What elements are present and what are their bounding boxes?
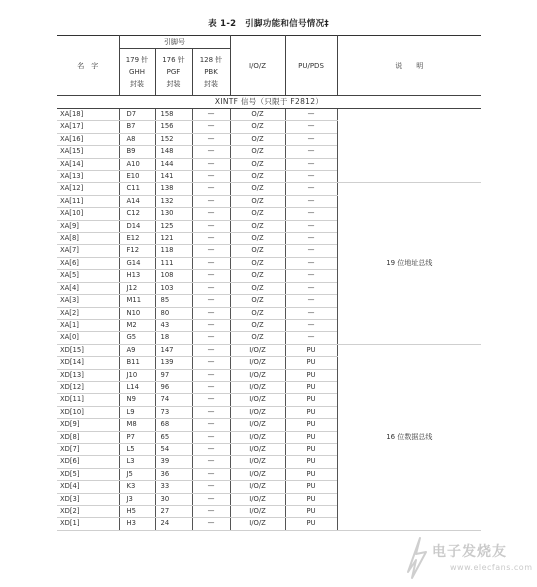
pgf-pin-cell: 156 xyxy=(155,121,192,133)
pbk-pin-cell: — xyxy=(192,319,230,331)
pupds-cell: PU xyxy=(285,419,337,431)
pupds-cell: — xyxy=(285,270,337,282)
pin-name-cell: XA[8] xyxy=(57,233,119,245)
description-cell xyxy=(337,109,481,183)
description-cell: 19 位地址总线 xyxy=(337,183,481,344)
pin-name-cell: XA[7] xyxy=(57,245,119,257)
pgf-pin-cell: 39 xyxy=(155,456,192,468)
description-cell: 16 位数据总线 xyxy=(337,344,481,530)
ghh-pin-cell: H13 xyxy=(119,270,155,282)
pbk-pin-cell: — xyxy=(192,481,230,493)
header-176-pgf: 176 针 PGF 封装 xyxy=(155,49,192,96)
pgf-pin-cell: 73 xyxy=(155,406,192,418)
pupds-cell: PU xyxy=(285,394,337,406)
io-cell: O/Z xyxy=(230,183,285,195)
pbk-pin-cell: — xyxy=(192,381,230,393)
pbk-pin-cell: — xyxy=(192,369,230,381)
io-cell: I/O/Z xyxy=(230,468,285,480)
ghh-pin-cell: G5 xyxy=(119,332,155,344)
pupds-cell: — xyxy=(285,295,337,307)
ghh-pin-cell: B7 xyxy=(119,121,155,133)
pbk-pin-cell: — xyxy=(192,406,230,418)
pupds-cell: PU xyxy=(285,518,337,530)
pgf-pin-cell: 121 xyxy=(155,233,192,245)
io-cell: O/Z xyxy=(230,233,285,245)
io-cell: I/O/Z xyxy=(230,381,285,393)
pin-name-cell: XD[11] xyxy=(57,394,119,406)
table-title: 表 1-2 引脚功能和信号情况‡ xyxy=(208,19,329,29)
ghh-pin-cell: J10 xyxy=(119,369,155,381)
pin-name-cell: XD[14] xyxy=(57,357,119,369)
ghh-pin-cell: D7 xyxy=(119,109,155,121)
header-description: 说 明 xyxy=(337,36,481,96)
ghh-pin-cell: K3 xyxy=(119,481,155,493)
io-cell: O/Z xyxy=(230,121,285,133)
section-heading: XINTF 信号（只限于 F2812） xyxy=(57,96,481,109)
pin-name-cell: XA[16] xyxy=(57,133,119,145)
pin-name-cell: XD[3] xyxy=(57,493,119,505)
pupds-cell: PU xyxy=(285,481,337,493)
io-cell: O/Z xyxy=(230,133,285,145)
io-cell: O/Z xyxy=(230,171,285,183)
table-body xyxy=(57,109,481,531)
pgf-pin-cell: 43 xyxy=(155,319,192,331)
pin-name-cell: XA[10] xyxy=(57,208,119,220)
ghh-pin-cell: F12 xyxy=(119,245,155,257)
pupds-cell: PU xyxy=(285,381,337,393)
ghh-pin-cell: C12 xyxy=(119,208,155,220)
pin-function-table xyxy=(57,35,481,531)
pupds-cell: — xyxy=(285,158,337,170)
pgf-pin-cell: 148 xyxy=(155,146,192,158)
io-cell: I/O/Z xyxy=(230,506,285,518)
pupds-cell: — xyxy=(285,195,337,207)
io-cell: I/O/Z xyxy=(230,369,285,381)
ghh-pin-cell: J5 xyxy=(119,468,155,480)
io-cell: O/Z xyxy=(230,195,285,207)
pbk-pin-cell: — xyxy=(192,109,230,121)
pgf-pin-cell: 139 xyxy=(155,357,192,369)
pin-name-cell: XD[13] xyxy=(57,369,119,381)
pbk-pin-cell: — xyxy=(192,195,230,207)
pin-name-cell: XD[7] xyxy=(57,443,119,455)
pupds-cell: — xyxy=(285,146,337,158)
pin-name-cell: XD[10] xyxy=(57,406,119,418)
pgf-pin-cell: 24 xyxy=(155,518,192,530)
pupds-cell: — xyxy=(285,121,337,133)
pin-name-cell: XA[5] xyxy=(57,270,119,282)
pbk-pin-cell: — xyxy=(192,419,230,431)
pgf-pin-cell: 97 xyxy=(155,369,192,381)
pgf-pin-cell: 65 xyxy=(155,431,192,443)
ghh-pin-cell: P7 xyxy=(119,431,155,443)
watermark-text: 电子发烧友 xyxy=(432,544,507,560)
header-pin-number: 引脚号 xyxy=(119,36,230,49)
io-cell: O/Z xyxy=(230,158,285,170)
pbk-pin-cell: — xyxy=(192,208,230,220)
pupds-cell: — xyxy=(285,307,337,319)
pupds-cell: PU xyxy=(285,506,337,518)
pgf-pin-cell: 103 xyxy=(155,282,192,294)
table-header xyxy=(57,36,481,109)
ghh-pin-cell: N10 xyxy=(119,307,155,319)
pbk-pin-cell: — xyxy=(192,133,230,145)
pin-name-cell: XA[1] xyxy=(57,319,119,331)
ghh-pin-cell: H5 xyxy=(119,506,155,518)
io-cell: I/O/Z xyxy=(230,493,285,505)
io-cell: O/Z xyxy=(230,295,285,307)
pin-name-cell: XA[9] xyxy=(57,220,119,232)
io-cell: I/O/Z xyxy=(230,481,285,493)
pbk-pin-cell: — xyxy=(192,456,230,468)
io-cell: O/Z xyxy=(230,307,285,319)
pin-name-cell: XA[13] xyxy=(57,171,119,183)
pupds-cell: PU xyxy=(285,344,337,356)
io-cell: I/O/Z xyxy=(230,394,285,406)
pgf-pin-cell: 125 xyxy=(155,220,192,232)
io-cell: O/Z xyxy=(230,332,285,344)
pgf-pin-cell: 36 xyxy=(155,468,192,480)
header-179-ghh: 179 针 GHH 封装 xyxy=(119,49,155,96)
pgf-pin-cell: 147 xyxy=(155,344,192,356)
table-row xyxy=(57,183,481,195)
pgf-pin-cell: 30 xyxy=(155,493,192,505)
ghh-pin-cell: D14 xyxy=(119,220,155,232)
pin-name-cell: XD[2] xyxy=(57,506,119,518)
pin-name-cell: XA[12] xyxy=(57,183,119,195)
pgf-pin-cell: 80 xyxy=(155,307,192,319)
pin-name-cell: XA[18] xyxy=(57,109,119,121)
io-cell: O/Z xyxy=(230,319,285,331)
io-cell: I/O/Z xyxy=(230,344,285,356)
pin-name-cell: XA[6] xyxy=(57,257,119,269)
header-pupds: PU/PDS xyxy=(285,36,337,96)
io-cell: O/Z xyxy=(230,270,285,282)
pin-name-cell: XA[0] xyxy=(57,332,119,344)
pupds-cell: — xyxy=(285,109,337,121)
pin-name-cell: XA[3] xyxy=(57,295,119,307)
pbk-pin-cell: — xyxy=(192,220,230,232)
ghh-pin-cell: L3 xyxy=(119,456,155,468)
table-row xyxy=(57,344,481,356)
pin-name-cell: XD[1] xyxy=(57,518,119,530)
pbk-pin-cell: — xyxy=(192,307,230,319)
io-cell: I/O/Z xyxy=(230,443,285,455)
pupds-cell: PU xyxy=(285,468,337,480)
pbk-pin-cell: — xyxy=(192,158,230,170)
ghh-pin-cell: A8 xyxy=(119,133,155,145)
pin-name-cell: XD[4] xyxy=(57,481,119,493)
ghh-pin-cell: E10 xyxy=(119,171,155,183)
ghh-pin-cell: N9 xyxy=(119,394,155,406)
pupds-cell: PU xyxy=(285,431,337,443)
pbk-pin-cell: — xyxy=(192,270,230,282)
io-cell: I/O/Z xyxy=(230,419,285,431)
watermark xyxy=(402,530,532,582)
pupds-cell: — xyxy=(285,282,337,294)
io-cell: O/Z xyxy=(230,146,285,158)
pgf-pin-cell: 138 xyxy=(155,183,192,195)
header-128-pbk: 128 针 PBK 封装 xyxy=(192,49,230,96)
pgf-pin-cell: 68 xyxy=(155,419,192,431)
ghh-pin-cell: L14 xyxy=(119,381,155,393)
pgf-pin-cell: 85 xyxy=(155,295,192,307)
pbk-pin-cell: — xyxy=(192,257,230,269)
header-name: 名 字 xyxy=(77,61,99,70)
pupds-cell: — xyxy=(285,257,337,269)
pupds-cell: — xyxy=(285,183,337,195)
ghh-pin-cell: J3 xyxy=(119,493,155,505)
pbk-pin-cell: — xyxy=(192,332,230,344)
header-io: I/O/Z xyxy=(230,36,285,96)
pgf-pin-cell: 132 xyxy=(155,195,192,207)
ghh-pin-cell: M2 xyxy=(119,319,155,331)
pupds-cell: PU xyxy=(285,357,337,369)
ghh-pin-cell: M8 xyxy=(119,419,155,431)
pbk-pin-cell: — xyxy=(192,431,230,443)
ghh-pin-cell: M11 xyxy=(119,295,155,307)
io-cell: O/Z xyxy=(230,245,285,257)
io-cell: O/Z xyxy=(230,109,285,121)
pgf-pin-cell: 108 xyxy=(155,270,192,282)
pbk-pin-cell: — xyxy=(192,245,230,257)
pgf-pin-cell: 111 xyxy=(155,257,192,269)
pin-name-cell: XA[15] xyxy=(57,146,119,158)
pin-name-cell: XD[6] xyxy=(57,456,119,468)
pupds-cell: PU xyxy=(285,456,337,468)
pgf-pin-cell: 74 xyxy=(155,394,192,406)
pin-name-cell: XD[12] xyxy=(57,381,119,393)
pbk-pin-cell: — xyxy=(192,518,230,530)
pin-name-cell: XA[4] xyxy=(57,282,119,294)
pupds-cell: — xyxy=(285,332,337,344)
pupds-cell: PU xyxy=(285,493,337,505)
pbk-pin-cell: — xyxy=(192,183,230,195)
pupds-cell: — xyxy=(285,319,337,331)
pbk-pin-cell: — xyxy=(192,295,230,307)
io-cell: O/Z xyxy=(230,257,285,269)
ghh-pin-cell: L9 xyxy=(119,406,155,418)
ghh-pin-cell: C11 xyxy=(119,183,155,195)
pbk-pin-cell: — xyxy=(192,394,230,406)
io-cell: I/O/Z xyxy=(230,431,285,443)
io-cell: O/Z xyxy=(230,282,285,294)
pgf-pin-cell: 27 xyxy=(155,506,192,518)
io-cell: I/O/Z xyxy=(230,456,285,468)
pbk-pin-cell: — xyxy=(192,493,230,505)
ghh-pin-cell: E12 xyxy=(119,233,155,245)
ghh-pin-cell: G14 xyxy=(119,257,155,269)
pupds-cell: — xyxy=(285,220,337,232)
ghh-pin-cell: A10 xyxy=(119,158,155,170)
pgf-pin-cell: 54 xyxy=(155,443,192,455)
pin-name-cell: XD[9] xyxy=(57,419,119,431)
pupds-cell: PU xyxy=(285,369,337,381)
pgf-pin-cell: 18 xyxy=(155,332,192,344)
pgf-pin-cell: 158 xyxy=(155,109,192,121)
pupds-cell: PU xyxy=(285,443,337,455)
pbk-pin-cell: — xyxy=(192,171,230,183)
ghh-pin-cell: J12 xyxy=(119,282,155,294)
pupds-cell: — xyxy=(285,133,337,145)
ghh-pin-cell: A14 xyxy=(119,195,155,207)
pbk-pin-cell: — xyxy=(192,468,230,480)
pbk-pin-cell: — xyxy=(192,357,230,369)
pin-name-cell: XA[11] xyxy=(57,195,119,207)
io-cell: I/O/Z xyxy=(230,518,285,530)
pbk-pin-cell: — xyxy=(192,233,230,245)
pgf-pin-cell: 130 xyxy=(155,208,192,220)
pupds-cell: — xyxy=(285,233,337,245)
pupds-cell: — xyxy=(285,245,337,257)
pbk-pin-cell: — xyxy=(192,282,230,294)
watermark-url: www.elecfans.com xyxy=(450,563,533,572)
io-cell: O/Z xyxy=(230,220,285,232)
table-row xyxy=(57,109,481,121)
pin-name-cell: XA[14] xyxy=(57,158,119,170)
pgf-pin-cell: 144 xyxy=(155,158,192,170)
pin-name-cell: XA[2] xyxy=(57,307,119,319)
pupds-cell: PU xyxy=(285,406,337,418)
io-cell: O/Z xyxy=(230,208,285,220)
pgf-pin-cell: 96 xyxy=(155,381,192,393)
pgf-pin-cell: 152 xyxy=(155,133,192,145)
ghh-pin-cell: H3 xyxy=(119,518,155,530)
ghh-pin-cell: B11 xyxy=(119,357,155,369)
pupds-cell: — xyxy=(285,171,337,183)
pbk-pin-cell: — xyxy=(192,146,230,158)
pbk-pin-cell: — xyxy=(192,344,230,356)
pgf-pin-cell: 118 xyxy=(155,245,192,257)
pgf-pin-cell: 33 xyxy=(155,481,192,493)
pupds-cell: — xyxy=(285,208,337,220)
io-cell: I/O/Z xyxy=(230,406,285,418)
pin-name-cell: XA[17] xyxy=(57,121,119,133)
ghh-pin-cell: B9 xyxy=(119,146,155,158)
ghh-pin-cell: A9 xyxy=(119,344,155,356)
pin-name-cell: XD[15] xyxy=(57,344,119,356)
pin-name-cell: XD[8] xyxy=(57,431,119,443)
pbk-pin-cell: — xyxy=(192,506,230,518)
pgf-pin-cell: 141 xyxy=(155,171,192,183)
ghh-pin-cell: L5 xyxy=(119,443,155,455)
pbk-pin-cell: — xyxy=(192,121,230,133)
pin-name-cell: XD[5] xyxy=(57,468,119,480)
io-cell: I/O/Z xyxy=(230,357,285,369)
pbk-pin-cell: — xyxy=(192,443,230,455)
